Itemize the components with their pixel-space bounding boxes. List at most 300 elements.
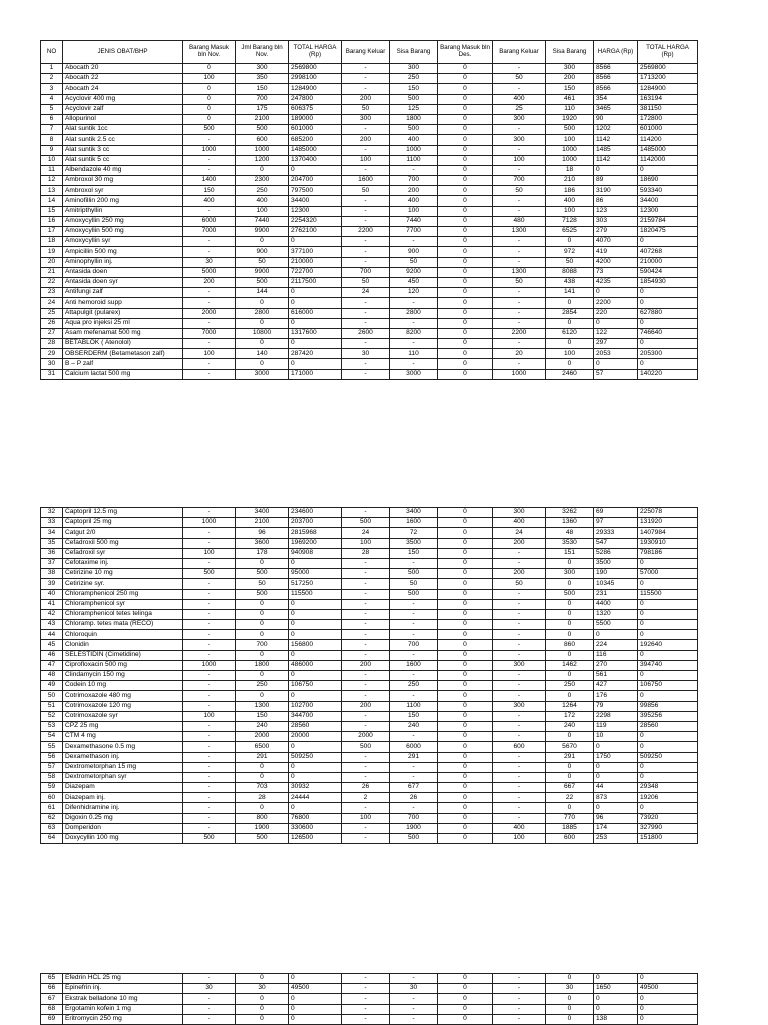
cell-item-name: Catgut 2/0	[63, 528, 183, 538]
cell-unit-price: 116	[594, 650, 638, 660]
cell-outgoing-nov: 700	[342, 267, 390, 277]
table-row	[41, 691, 698, 701]
cell-remaining-nov: 450	[390, 277, 438, 287]
cell-incoming-nov: 150	[183, 186, 236, 196]
cell-incoming-dec: 0	[438, 742, 493, 752]
cell-unit-price: 547	[594, 538, 638, 548]
cell-qty-nov: 0	[236, 671, 289, 681]
cell-item-name: Acyclovir zalf	[63, 104, 183, 114]
cell-outgoing-dec: 50	[493, 186, 546, 196]
cell-incoming-nov: 30	[183, 984, 236, 994]
cell-qty-nov: 0	[236, 620, 289, 630]
cell-total-price-nov: 0	[289, 994, 342, 1004]
cell-total-price-nov: 28560	[289, 721, 342, 731]
column-header-incoming-dec: Barang Masuk bln Des.	[438, 41, 493, 64]
cell-remaining-dec: 240	[546, 721, 594, 731]
cell-total-price-nov: 24444	[289, 793, 342, 803]
cell-remaining-nov: 240	[390, 721, 438, 731]
table-row	[41, 349, 698, 359]
cell-incoming-dec: 0	[438, 813, 493, 823]
cell-total-price-nov: 1317600	[289, 328, 342, 338]
cell-total-price-nov: 0	[289, 742, 342, 752]
cell-remaining-dec: 0	[546, 298, 594, 308]
cell-incoming-dec: 0	[438, 762, 493, 772]
cell-incoming-nov: -	[183, 298, 236, 308]
cell-total-price-nov: 156800	[289, 640, 342, 650]
table-row	[41, 783, 698, 793]
cell-qty-nov: 9900	[236, 267, 289, 277]
cell-remaining-nov: 100	[390, 206, 438, 216]
cell-total-price: 18690	[638, 176, 698, 186]
cell-total-price-nov: 0	[289, 650, 342, 660]
table-row	[41, 328, 698, 338]
cell-remaining-dec: 0	[546, 772, 594, 782]
cell-total-price: 0	[638, 609, 698, 619]
cell-total-price-nov: 126500	[289, 834, 342, 844]
cell-unit-price: 0	[594, 1004, 638, 1014]
cell-remaining-nov: -	[390, 691, 438, 701]
cell-item-name: Asam mefenamat 500 mg	[63, 328, 183, 338]
cell-outgoing-nov: -	[342, 984, 390, 994]
cell-outgoing-dec: -	[493, 84, 546, 94]
cell-incoming-nov: 0	[183, 84, 236, 94]
cell-remaining-nov: 200	[390, 186, 438, 196]
cell-remaining-nov: 700	[390, 640, 438, 650]
table-row	[41, 518, 698, 528]
table-row	[41, 359, 698, 369]
cell-remaining-nov: 700	[390, 176, 438, 186]
cell-item-name: Chloroquin	[63, 630, 183, 640]
cell-total-price-nov: 517250	[289, 579, 342, 589]
cell-row-number: 4	[41, 94, 63, 104]
table-row	[41, 732, 698, 742]
cell-total-price-nov: 34400	[289, 196, 342, 206]
cell-remaining-dec: 0	[546, 237, 594, 247]
cell-total-price: 798186	[638, 548, 698, 558]
table-row	[41, 145, 698, 155]
cell-item-name: Alat suntik 3 cc	[63, 145, 183, 155]
cell-unit-price: 5500	[594, 620, 638, 630]
cell-row-number: 50	[41, 691, 63, 701]
cell-row-number: 49	[41, 681, 63, 691]
cell-qty-nov: 600	[236, 135, 289, 145]
cell-remaining-dec: 5670	[546, 742, 594, 752]
cell-incoming-nov: 1000	[183, 145, 236, 155]
cell-total-price: 0	[638, 1014, 698, 1024]
table-row	[41, 650, 698, 660]
cell-row-number: 38	[41, 569, 63, 579]
cell-total-price: 395256	[638, 711, 698, 721]
cell-remaining-dec: 0	[546, 599, 594, 609]
cell-qty-nov: 900	[236, 247, 289, 257]
cell-remaining-nov: -	[390, 974, 438, 984]
cell-outgoing-nov: 300	[342, 114, 390, 124]
cell-outgoing-dec: -	[493, 772, 546, 782]
cell-qty-nov: 250	[236, 681, 289, 691]
cell-remaining-dec: 210	[546, 176, 594, 186]
cell-incoming-dec: 0	[438, 518, 493, 528]
cell-outgoing-dec: -	[493, 145, 546, 155]
cell-unit-price: 224	[594, 640, 638, 650]
cell-outgoing-nov: 2000	[342, 732, 390, 742]
table-row	[41, 984, 698, 994]
cell-incoming-nov: -	[183, 599, 236, 609]
cell-incoming-dec: 0	[438, 732, 493, 742]
cell-outgoing-nov: 50	[342, 277, 390, 287]
cell-outgoing-nov: -	[342, 994, 390, 1004]
table-row	[41, 155, 698, 165]
cell-remaining-dec: 0	[546, 1014, 594, 1024]
cell-item-name: Captopril 12.5 mg	[63, 508, 183, 518]
cell-remaining-nov: 120	[390, 288, 438, 298]
cell-incoming-dec: 0	[438, 176, 493, 186]
cell-outgoing-nov: -	[342, 579, 390, 589]
cell-item-name: Digoxin 0.25 mg	[63, 813, 183, 823]
cell-qty-nov: 0	[236, 298, 289, 308]
cell-incoming-dec: 0	[438, 681, 493, 691]
cell-qty-nov: 0	[236, 630, 289, 640]
cell-outgoing-dec: -	[493, 298, 546, 308]
cell-item-name: Diazepam inj.	[63, 793, 183, 803]
cell-outgoing-nov: -	[342, 650, 390, 660]
cell-total-price-nov: 0	[289, 298, 342, 308]
cell-incoming-dec: 0	[438, 247, 493, 257]
cell-remaining-dec: 22	[546, 793, 594, 803]
cell-row-number: 61	[41, 803, 63, 813]
cell-unit-price: 561	[594, 671, 638, 681]
cell-total-price: 0	[638, 1004, 698, 1014]
table-row	[41, 318, 698, 328]
cell-row-number: 18	[41, 237, 63, 247]
cell-outgoing-dec: -	[493, 984, 546, 994]
cell-outgoing-dec: 300	[493, 701, 546, 711]
cell-remaining-nov: 291	[390, 752, 438, 762]
cell-outgoing-nov: 50	[342, 186, 390, 196]
cell-item-name: Diazepam	[63, 783, 183, 793]
cell-incoming-dec: 0	[438, 267, 493, 277]
cell-item-name: Doxycyllin 100 mg	[63, 834, 183, 844]
cell-total-price-nov: 0	[289, 609, 342, 619]
cell-incoming-nov: -	[183, 318, 236, 328]
cell-row-number: 51	[41, 701, 63, 711]
cell-total-price: 0	[638, 558, 698, 568]
cell-item-name: Epinefrin inj.	[63, 984, 183, 994]
cell-item-name: Amoxycyllin 500 mg	[63, 227, 183, 237]
inventory-table-part-1	[40, 40, 698, 380]
cell-incoming-nov: -	[183, 247, 236, 257]
cell-incoming-dec: 0	[438, 155, 493, 165]
cell-incoming-nov: 0	[183, 94, 236, 104]
cell-row-number: 41	[41, 599, 63, 609]
cell-total-price: 225078	[638, 508, 698, 518]
cell-total-price-nov: 189000	[289, 114, 342, 124]
cell-remaining-nov: -	[390, 671, 438, 681]
column-header-qty-nov: Jml Barang bln Nov.	[236, 41, 289, 64]
cell-unit-price: 354	[594, 94, 638, 104]
cell-total-price: 0	[638, 803, 698, 813]
table-row	[41, 742, 698, 752]
cell-qty-nov: 1200	[236, 155, 289, 165]
table-row	[41, 803, 698, 813]
cell-row-number: 62	[41, 813, 63, 823]
cell-remaining-nov: 7700	[390, 227, 438, 237]
cell-item-name: Ambroxol syr	[63, 186, 183, 196]
cell-item-name: Acyclovir 400 mg	[63, 94, 183, 104]
table-row	[41, 630, 698, 640]
cell-remaining-nov: 1800	[390, 114, 438, 124]
cell-qty-nov: 0	[236, 691, 289, 701]
cell-outgoing-nov: 30	[342, 349, 390, 359]
cell-remaining-nov: 3500	[390, 538, 438, 548]
cell-item-name: Chloramphenicol 250 mg	[63, 589, 183, 599]
cell-unit-price: 0	[594, 803, 638, 813]
cell-remaining-nov: -	[390, 599, 438, 609]
cell-outgoing-dec: -	[493, 671, 546, 681]
cell-item-name: Dextrometorphan 15 mg	[63, 762, 183, 772]
table-row	[41, 640, 698, 650]
cell-total-price-nov: 0	[289, 165, 342, 175]
cell-remaining-dec: 18	[546, 165, 594, 175]
cell-row-number: 58	[41, 772, 63, 782]
cell-total-price-nov: 106750	[289, 681, 342, 691]
cell-total-price: 0	[638, 288, 698, 298]
table-row	[41, 813, 698, 823]
table-row	[41, 369, 698, 379]
cell-row-number: 66	[41, 984, 63, 994]
cell-incoming-nov: 5000	[183, 267, 236, 277]
cell-remaining-dec: 1000	[546, 155, 594, 165]
cell-incoming-nov: 500	[183, 569, 236, 579]
cell-total-price-nov: 797500	[289, 186, 342, 196]
cell-remaining-dec: 100	[546, 135, 594, 145]
cell-item-name: Attapulgit (pularex)	[63, 308, 183, 318]
cell-outgoing-dec: 1000	[493, 369, 546, 379]
cell-remaining-nov: 300	[390, 64, 438, 74]
table-row	[41, 135, 698, 145]
cell-row-number: 56	[41, 752, 63, 762]
cell-remaining-dec: 6120	[546, 328, 594, 338]
cell-item-name: Cetirizine 10 mg	[63, 569, 183, 579]
cell-outgoing-dec: -	[493, 620, 546, 630]
cell-remaining-dec: 48	[546, 528, 594, 538]
cell-row-number: 14	[41, 196, 63, 206]
cell-total-price: 1485000	[638, 145, 698, 155]
cell-incoming-dec: 0	[438, 237, 493, 247]
cell-outgoing-dec: 700	[493, 176, 546, 186]
cell-outgoing-dec: -	[493, 640, 546, 650]
cell-incoming-nov: 200	[183, 277, 236, 287]
cell-unit-price: 297	[594, 339, 638, 349]
cell-outgoing-nov: -	[342, 834, 390, 844]
cell-total-price: 29348	[638, 783, 698, 793]
cell-total-price: 1142000	[638, 155, 698, 165]
cell-qty-nov: 3600	[236, 538, 289, 548]
cell-remaining-dec: 0	[546, 558, 594, 568]
cell-total-price-nov: 0	[289, 974, 342, 984]
cell-total-price: 0	[638, 339, 698, 349]
cell-unit-price: 2298	[594, 711, 638, 721]
cell-remaining-dec: 438	[546, 277, 594, 287]
cell-total-price: 0	[638, 974, 698, 984]
cell-item-name: Chloramp. tetes mata (RECO)	[63, 620, 183, 630]
cell-outgoing-nov: -	[342, 671, 390, 681]
table-row	[41, 548, 698, 558]
cell-item-name: BETABLOK ( Atenolol)	[63, 339, 183, 349]
cell-incoming-nov: -	[183, 772, 236, 782]
cell-remaining-nov: 8200	[390, 328, 438, 338]
cell-row-number: 20	[41, 257, 63, 267]
cell-incoming-nov: 1400	[183, 176, 236, 186]
cell-incoming-nov: -	[183, 752, 236, 762]
cell-unit-price: 176	[594, 691, 638, 701]
cell-outgoing-nov: -	[342, 772, 390, 782]
table-row	[41, 1004, 698, 1014]
cell-qty-nov: 0	[236, 650, 289, 660]
table-row	[41, 772, 698, 782]
cell-row-number: 8	[41, 135, 63, 145]
cell-outgoing-nov: 1600	[342, 176, 390, 186]
cell-outgoing-dec: 50	[493, 277, 546, 287]
cell-incoming-dec: 0	[438, 640, 493, 650]
cell-qty-nov: 0	[236, 558, 289, 568]
cell-item-name: Alat suntik 1cc	[63, 125, 183, 135]
cell-incoming-nov: -	[183, 165, 236, 175]
cell-total-price: 163194	[638, 94, 698, 104]
cell-total-price-nov: 20000	[289, 732, 342, 742]
table-row	[41, 339, 698, 349]
cell-item-name: Abocath 20	[63, 64, 183, 74]
cell-qty-nov: 0	[236, 339, 289, 349]
cell-unit-price: 0	[594, 359, 638, 369]
cell-outgoing-dec: -	[493, 599, 546, 609]
cell-remaining-dec: 0	[546, 1004, 594, 1014]
cell-incoming-nov: -	[183, 742, 236, 752]
cell-qty-nov: 150	[236, 711, 289, 721]
cell-item-name: Ciprofloxacin 500 mg	[63, 660, 183, 670]
cell-incoming-dec: 0	[438, 752, 493, 762]
cell-item-name: OBSERDERM (Betametason zalf)	[63, 349, 183, 359]
cell-total-price-nov: 1284900	[289, 84, 342, 94]
table-row	[41, 277, 698, 287]
cell-outgoing-dec: -	[493, 206, 546, 216]
cell-outgoing-nov: -	[342, 630, 390, 640]
cell-remaining-dec: 1885	[546, 823, 594, 833]
cell-incoming-nov: 100	[183, 711, 236, 721]
cell-outgoing-dec: -	[493, 752, 546, 762]
cell-item-name: Chloramphenicol tetes telinga	[63, 609, 183, 619]
cell-remaining-nov: 150	[390, 548, 438, 558]
cell-outgoing-dec: -	[493, 691, 546, 701]
cell-qty-nov: 0	[236, 974, 289, 984]
cell-outgoing-nov: -	[342, 339, 390, 349]
cell-total-price: 0	[638, 165, 698, 175]
cell-incoming-dec: 0	[438, 548, 493, 558]
cell-remaining-dec: 500	[546, 125, 594, 135]
table-row	[41, 1014, 698, 1024]
cell-item-name: Abocath 24	[63, 84, 183, 94]
cell-total-price: 381150	[638, 104, 698, 114]
cell-outgoing-nov: 2600	[342, 328, 390, 338]
cell-remaining-nov: -	[390, 620, 438, 630]
cell-item-name: Domperidon	[63, 823, 183, 833]
cell-incoming-dec: 0	[438, 569, 493, 579]
cell-total-price: 394740	[638, 660, 698, 670]
table-row	[41, 681, 698, 691]
cell-outgoing-dec: 400	[493, 94, 546, 104]
cell-outgoing-nov: 200	[342, 701, 390, 711]
cell-total-price-nov: 940908	[289, 548, 342, 558]
cell-incoming-nov: 2000	[183, 308, 236, 318]
cell-remaining-dec: 3262	[546, 508, 594, 518]
cell-remaining-nov: 1600	[390, 518, 438, 528]
cell-incoming-nov: 500	[183, 834, 236, 844]
cell-remaining-dec: 860	[546, 640, 594, 650]
cell-incoming-nov: -	[183, 803, 236, 813]
cell-qty-nov: 100	[236, 206, 289, 216]
cell-item-name: B – P zalf	[63, 359, 183, 369]
cell-outgoing-nov: -	[342, 64, 390, 74]
cell-row-number: 42	[41, 609, 63, 619]
cell-incoming-nov: -	[183, 620, 236, 630]
column-header-outgoing-dec: Barang Keluar	[493, 41, 546, 64]
cell-unit-price: 873	[594, 793, 638, 803]
cell-outgoing-nov: -	[342, 298, 390, 308]
cell-total-price-nov: 203700	[289, 518, 342, 528]
cell-total-price: 0	[638, 630, 698, 640]
cell-unit-price: 119	[594, 721, 638, 731]
cell-row-number: 23	[41, 288, 63, 298]
table-row	[41, 711, 698, 721]
cell-unit-price: 73	[594, 267, 638, 277]
table-row	[41, 227, 698, 237]
cell-incoming-dec: 0	[438, 660, 493, 670]
cell-incoming-nov: 7000	[183, 328, 236, 338]
cell-total-price-nov: 12300	[289, 206, 342, 216]
cell-total-price: 0	[638, 237, 698, 247]
cell-qty-nov: 96	[236, 528, 289, 538]
cell-outgoing-nov: 100	[342, 813, 390, 823]
cell-row-number: 26	[41, 318, 63, 328]
cell-row-number: 28	[41, 339, 63, 349]
cell-incoming-nov: -	[183, 701, 236, 711]
cell-outgoing-dec: 100	[493, 834, 546, 844]
cell-qty-nov: 0	[236, 1014, 289, 1024]
cell-remaining-dec: 1462	[546, 660, 594, 670]
cell-row-number: 30	[41, 359, 63, 369]
cell-unit-price: 427	[594, 681, 638, 691]
cell-outgoing-nov: -	[342, 196, 390, 206]
cell-unit-price: 0	[594, 165, 638, 175]
cell-item-name: Cefadroxil syr	[63, 548, 183, 558]
cell-remaining-nov: -	[390, 772, 438, 782]
cell-unit-price: 4200	[594, 257, 638, 267]
cell-row-number: 43	[41, 620, 63, 630]
cell-outgoing-nov: -	[342, 206, 390, 216]
cell-row-number: 36	[41, 548, 63, 558]
cell-qty-nov: 250	[236, 186, 289, 196]
cell-row-number: 13	[41, 186, 63, 196]
cell-remaining-dec: 0	[546, 359, 594, 369]
cell-item-name: Ergotamin kofein 1 mg	[63, 1004, 183, 1014]
cell-total-price-nov: 76800	[289, 813, 342, 823]
cell-outgoing-nov: 26	[342, 783, 390, 793]
cell-unit-price: 90	[594, 114, 638, 124]
cell-row-number: 9	[41, 145, 63, 155]
cell-incoming-nov: 7000	[183, 227, 236, 237]
cell-incoming-dec: 0	[438, 94, 493, 104]
cell-unit-price: 0	[594, 762, 638, 772]
cell-remaining-dec: 3530	[546, 538, 594, 548]
